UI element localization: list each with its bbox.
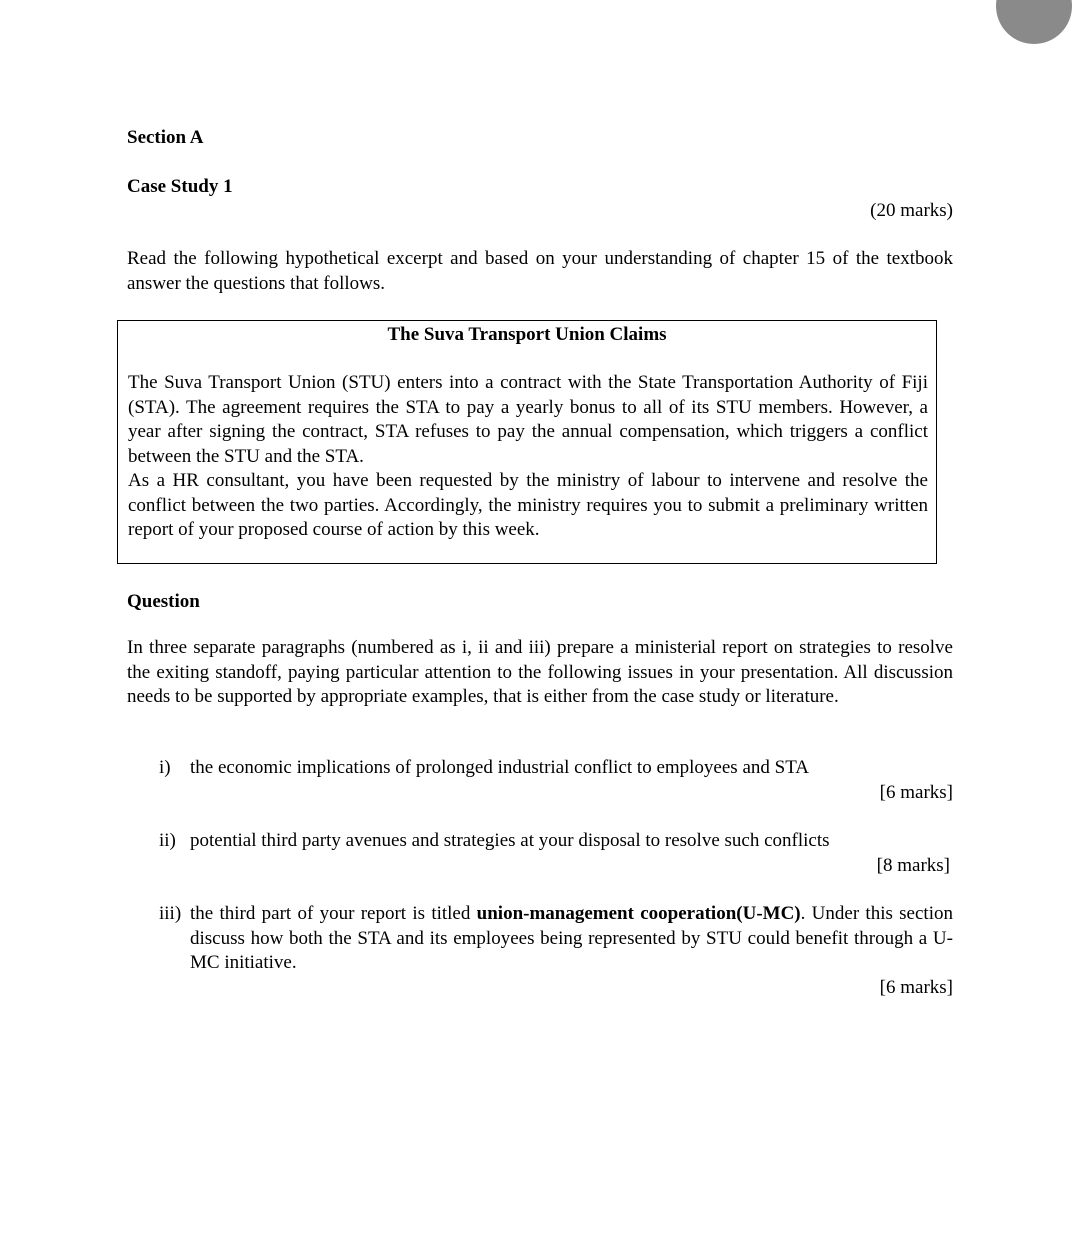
case-excerpt-paragraph-2: As a HR consultant, you have been requested by the ministry of labour to intervene and resolve the conflict between the two parties. Accordingly, the ministry requires you to submit a preliminary written report of your proposed course of action by this week. bbox=[128, 470, 928, 540]
case-excerpt-paragraph-1: The Suva Transport Union (STU) enters into a contract with the State Transportation Authority of Fiji (STA). The agreement requires the STA to pay a yearly bonus to all of its STU members. However, a year after signing the contract, STA refuses to pay the annual compensation, which triggers a conflict between the STU and the STA. bbox=[128, 372, 928, 467]
question-item-marks: [6 marks] bbox=[879, 782, 953, 803]
question-item-text bbox=[190, 902, 953, 976]
case-excerpt-body bbox=[128, 371, 928, 543]
question-paragraph: In three separate paragraphs (numbered as i, ii and iii) prepare a ministerial report on strategies to resolve the exiting standoff, paying particular attention to the following issues in your presentation. All discussion needs to be supported by appropriate examples, that is either from the case study or literature. bbox=[127, 637, 953, 707]
question-item-number: ii) bbox=[159, 830, 176, 851]
question-item-number: iii) bbox=[159, 903, 182, 924]
question-item-marks: [6 marks] bbox=[879, 977, 953, 998]
total-marks: (20 marks) bbox=[870, 200, 953, 221]
section-title: Section A bbox=[127, 127, 204, 148]
question-item-bold-term: union-management cooperation(U-MC) bbox=[476, 903, 801, 924]
question-item-number: i) bbox=[159, 757, 171, 778]
question-title: Question bbox=[127, 591, 200, 612]
case-excerpt-title: The Suva Transport Union Claims bbox=[387, 324, 667, 345]
question-item-text: potential third party avenues and strategies at your disposal to resolve such conflicts bbox=[190, 830, 830, 851]
case-excerpt-box bbox=[117, 320, 937, 564]
question-item-marks: [8 marks] bbox=[876, 855, 950, 876]
question-item-text-end: . Under this section discuss how both the STA and its employees being represented by STU could benefit through a U-MC initiative. bbox=[190, 903, 953, 973]
question-item-text-start: the third part of your report is titled bbox=[190, 903, 477, 924]
intro-paragraph: Read the following hypothetical excerpt and based on your understanding of chapter 15 of the textbook answer the questions that follows. bbox=[127, 248, 953, 294]
question-item-text: the economic implications of prolonged industrial conflict to employees and STA bbox=[190, 757, 810, 778]
case-study-title: Case Study 1 bbox=[127, 176, 233, 197]
page-corner-circle bbox=[996, 0, 1072, 44]
